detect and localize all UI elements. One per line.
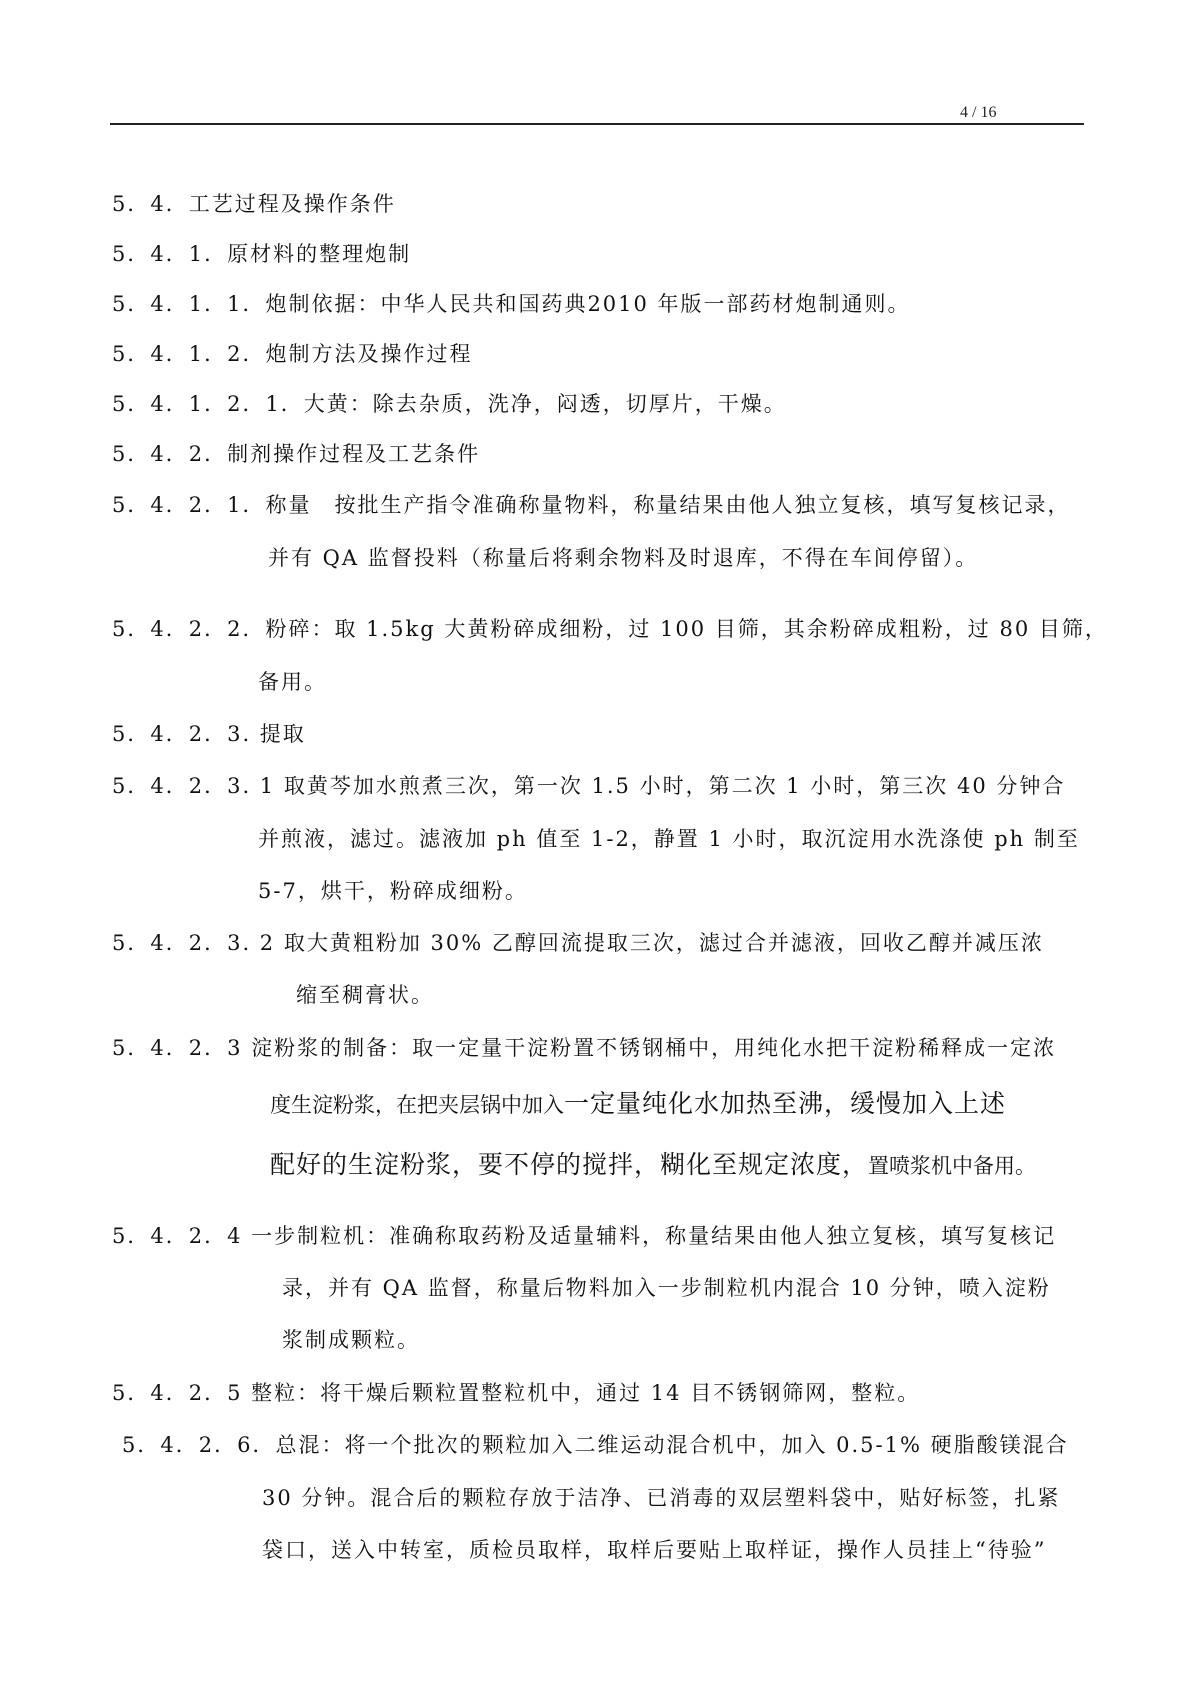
section-5-4-2-3-starch-line-2	[270, 1090, 1006, 1119]
section-5-4-2-3-2-line-1: 5．4．2．3. 2 取大黄粗粉加 30% 乙醇回流提取三次，滤过合并滤液，回收乙醇并减压浓	[112, 931, 1044, 955]
starch-line-3-part-b: 置喷浆机中备用。	[868, 1154, 1037, 1178]
header-rule	[110, 123, 1084, 125]
page-number: 4 / 16	[960, 104, 997, 121]
section-5-4-1-1-text: 5．4．1．1．炮制依据：中华人民共和国药典2010 年版一部药材炮制通则。	[112, 292, 911, 316]
section-5-4-title: 5．4．工艺过程及操作条件	[112, 192, 396, 216]
section-5-4-2-4-line-1: 5．4．2．4 一步制粒机：准确称取药粉及适量辅料，称量结果由他人独立复核，填写复核记	[112, 1224, 1057, 1248]
section-5-4-2-3-starch-line-3	[270, 1151, 1036, 1180]
section-5-4-2-2-line-2: 备用。	[258, 670, 327, 694]
section-5-4-2-1-line-1: 5．4．2．1．称量 按批生产指令准确称量物料，称量结果由他人独立复核，填写复核记录，	[112, 493, 1071, 517]
section-5-4-2-6-line-3: 袋口，送入中转室，质检员取样，取样后要贴上取样证，操作人员挂上“待验”	[262, 1538, 1047, 1562]
section-5-4-2-2-line-1: 5．4．2．2．粉碎：取 1.5kg 大黄粉碎成细粉，过 100 目筛，其余粉碎成粗粉，过 80 目筛，	[112, 617, 1108, 641]
section-5-4-2-6-line-2: 30 分钟。混合后的颗粒存放于洁净、已消毒的双层塑料袋中，贴好标签，扎紧	[262, 1486, 1061, 1510]
section-5-4-1-2-title: 5．4．1．2．炮制方法及操作过程	[112, 342, 473, 366]
starch-line-2-part-a: 度生淀粉浆，在把夹层锅中加入	[270, 1093, 564, 1117]
section-5-4-2-3-1-line-2: 并煎液，滤过。滤液加 ph 值至 1-2，静置 1 小时，取沉淀用水洗涤使 ph 制至	[258, 827, 1080, 851]
section-5-4-2-4-line-2: 录，并有 QA 监督，称量后物料加入一步制粒机内混合 10 分钟，喷入淀粉	[282, 1276, 1051, 1300]
section-5-4-2-4-line-3: 浆制成颗粒。	[282, 1328, 420, 1352]
section-5-4-2-3-title: 5．4．2．3. 提取	[112, 722, 306, 746]
section-5-4-2-3-1-line-3: 5-7，烘干，粉碎成细粉。	[258, 879, 528, 903]
starch-line-2-part-b: 一定量纯化水加热至沸，缓慢加入上述	[564, 1089, 1007, 1118]
section-5-4-2-3-2-line-2: 缩至稠膏状。	[296, 983, 434, 1007]
section-5-4-2-title: 5．4．2．制剂操作过程及工艺条件	[112, 442, 481, 466]
section-5-4-2-5-text: 5．4．2．5 整粒：将干燥后颗粒置整粒机中，通过 14 目不锈钢筛网，整粒。	[112, 1381, 921, 1405]
section-5-4-2-3-1-line-1: 5．4．2．3. 1 取黄芩加水煎煮三次，第一次 1.5 小时，第二次 1 小时，第三次 40 分钟合	[112, 774, 1066, 798]
section-5-4-2-6-line-1: 5．4．2．6．总混：将一个批次的颗粒加入二维运动混合机中，加入 0.5-1% 硬脂酸镁混合	[122, 1433, 1069, 1457]
section-5-4-1-2-1-text: 5．4．1．2．1．大黄：除去杂质，洗净，闷透，切厚片，干燥。	[112, 392, 787, 416]
section-5-4-2-1-line-2: 并有 QA 监督投料（称量后将剩余物料及时退库，不得在车间停留）。	[268, 546, 979, 570]
starch-line-3-part-a: 配好的生淀粉浆，要不停的搅拌，糊化至规定浓度，	[270, 1150, 869, 1179]
section-5-4-2-3-starch-line-1: 5．4．2．3 淀粉浆的制备：取一定量干淀粉置不锈钢桶中，用纯化水把干淀粉稀释成一定浓	[112, 1036, 1057, 1060]
section-5-4-1-title: 5．4．1．原材料的整理炮制	[112, 242, 412, 266]
